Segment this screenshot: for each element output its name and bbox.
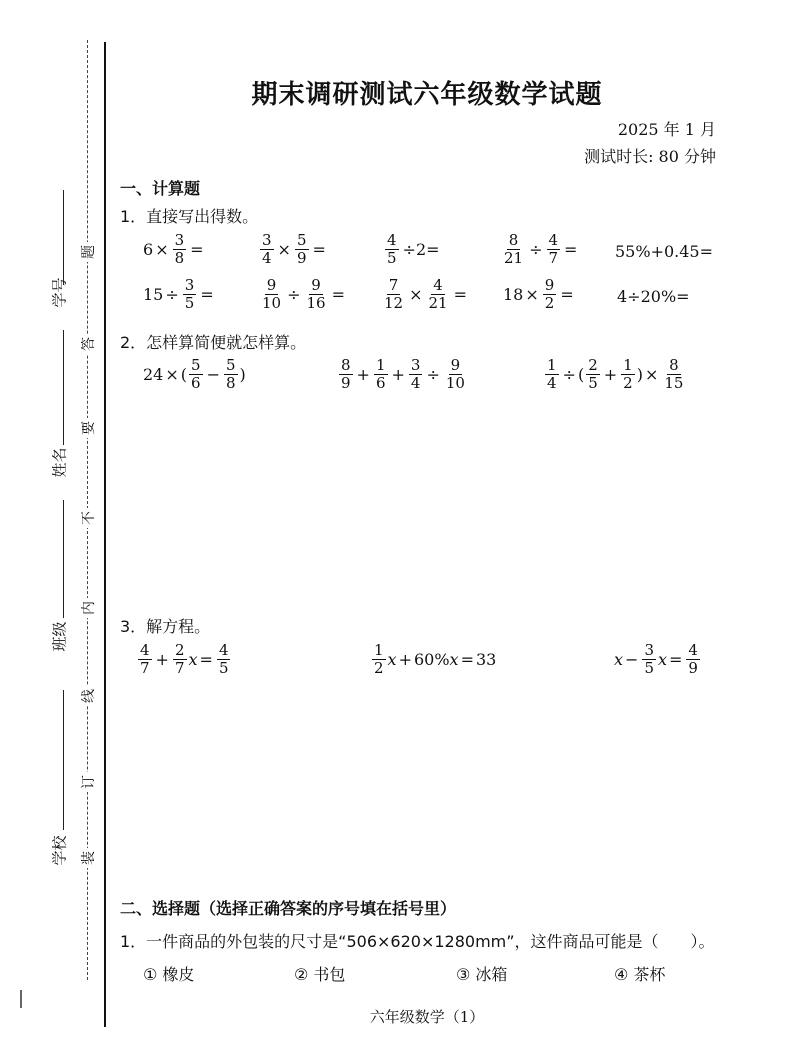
binding-solid-line	[104, 42, 106, 1027]
option-c: ③ 冰箱	[456, 965, 508, 984]
student-id-blank	[63, 190, 64, 285]
class-blank	[63, 500, 64, 618]
warning-char: 答	[78, 334, 98, 354]
warning-char: 订	[78, 772, 98, 792]
simplify-item: 24 × ( $\frac{5}{6}$ − $\frac{5}{8}$ )	[143, 356, 246, 392]
option-a: ① 橡皮	[143, 965, 195, 984]
calc-item: 4÷20%=	[617, 287, 690, 306]
q2-prompt: 2．怎样算简便就怎样算。	[120, 333, 307, 352]
warning-char: 线	[78, 686, 98, 706]
warning-char: 题	[78, 242, 98, 262]
calc-item: 55%+0.45=	[615, 242, 713, 261]
warning-char: 要	[78, 418, 98, 438]
label-student-id: 学号	[50, 277, 69, 308]
calc-item: 15 ÷ $\frac{3}{5}$ =	[143, 276, 214, 312]
calc-item: $\frac{7}{12}$ × $\frac{4}{21}$ =	[384, 276, 467, 312]
page-title: 期末调研测试六年级数学试题	[251, 80, 603, 110]
simplify-item: $\frac{8}{9}$ + $\frac{1}{6}$ + $\frac{3}{4}$ ÷ $\frac{9}{10}$	[341, 356, 465, 392]
equation-item: $\frac{1}{2}$ x + 60% x = 33	[374, 641, 497, 677]
calc-item: $\frac{4}{5}$ ÷2=	[387, 231, 440, 267]
choice-q1-prompt: 1．一件商品的外包装的尺寸是“506×620×1280mm”，这件商品可能是（ ）。	[120, 932, 715, 951]
label-school: 学校	[50, 835, 69, 866]
exam-duration: 测试时长: 80 分钟	[584, 147, 716, 166]
section2-heading: 二、选择题（选择正确答案的序号填在括号里）	[120, 899, 457, 918]
equation-item: x − $\frac{3}{5}$ x = $\frac{4}{9}$	[614, 641, 698, 677]
label-name: 姓名	[50, 447, 69, 478]
calc-item: $\frac{3}{4}$ × $\frac{5}{9}$ =	[262, 231, 326, 267]
name-blank	[63, 330, 64, 445]
calc-item: $\frac{9}{10}$ ÷ $\frac{9}{16}$ =	[262, 276, 345, 312]
section1-heading: 一、计算题	[120, 179, 201, 198]
warning-char: 装	[78, 848, 98, 868]
page-footer: 六年级数学（1）	[369, 1008, 485, 1026]
school-blank	[63, 690, 64, 830]
equation-item: $\frac{4}{7}$ + $\frac{2}{7}$ x = $\frac{4}{5}$	[140, 641, 229, 677]
calc-item: 6 × $\frac{3}{8}$ =	[143, 231, 204, 267]
q3-prompt: 3．解方程。	[120, 617, 211, 636]
calc-item: 18 × $\frac{9}{2}$ =	[503, 276, 574, 312]
warning-char: 不	[78, 508, 98, 528]
warning-char: 内	[78, 598, 98, 618]
option-b: ② 书包	[294, 965, 346, 984]
simplify-item: $\frac{1}{4}$ ÷ ( $\frac{2}{5}$ + $\frac{1}{2}$ ) × $\frac{8}{15}$	[547, 356, 684, 392]
option-d: ④ 茶杯	[614, 965, 666, 984]
label-class: 班级	[50, 621, 69, 652]
q1-prompt: 1．直接写出得数。	[120, 207, 259, 226]
exam-date: 2025 年 1 月	[617, 120, 716, 139]
calc-item: $\frac{8}{21}$ ÷ $\frac{4}{7}$ =	[504, 231, 578, 267]
